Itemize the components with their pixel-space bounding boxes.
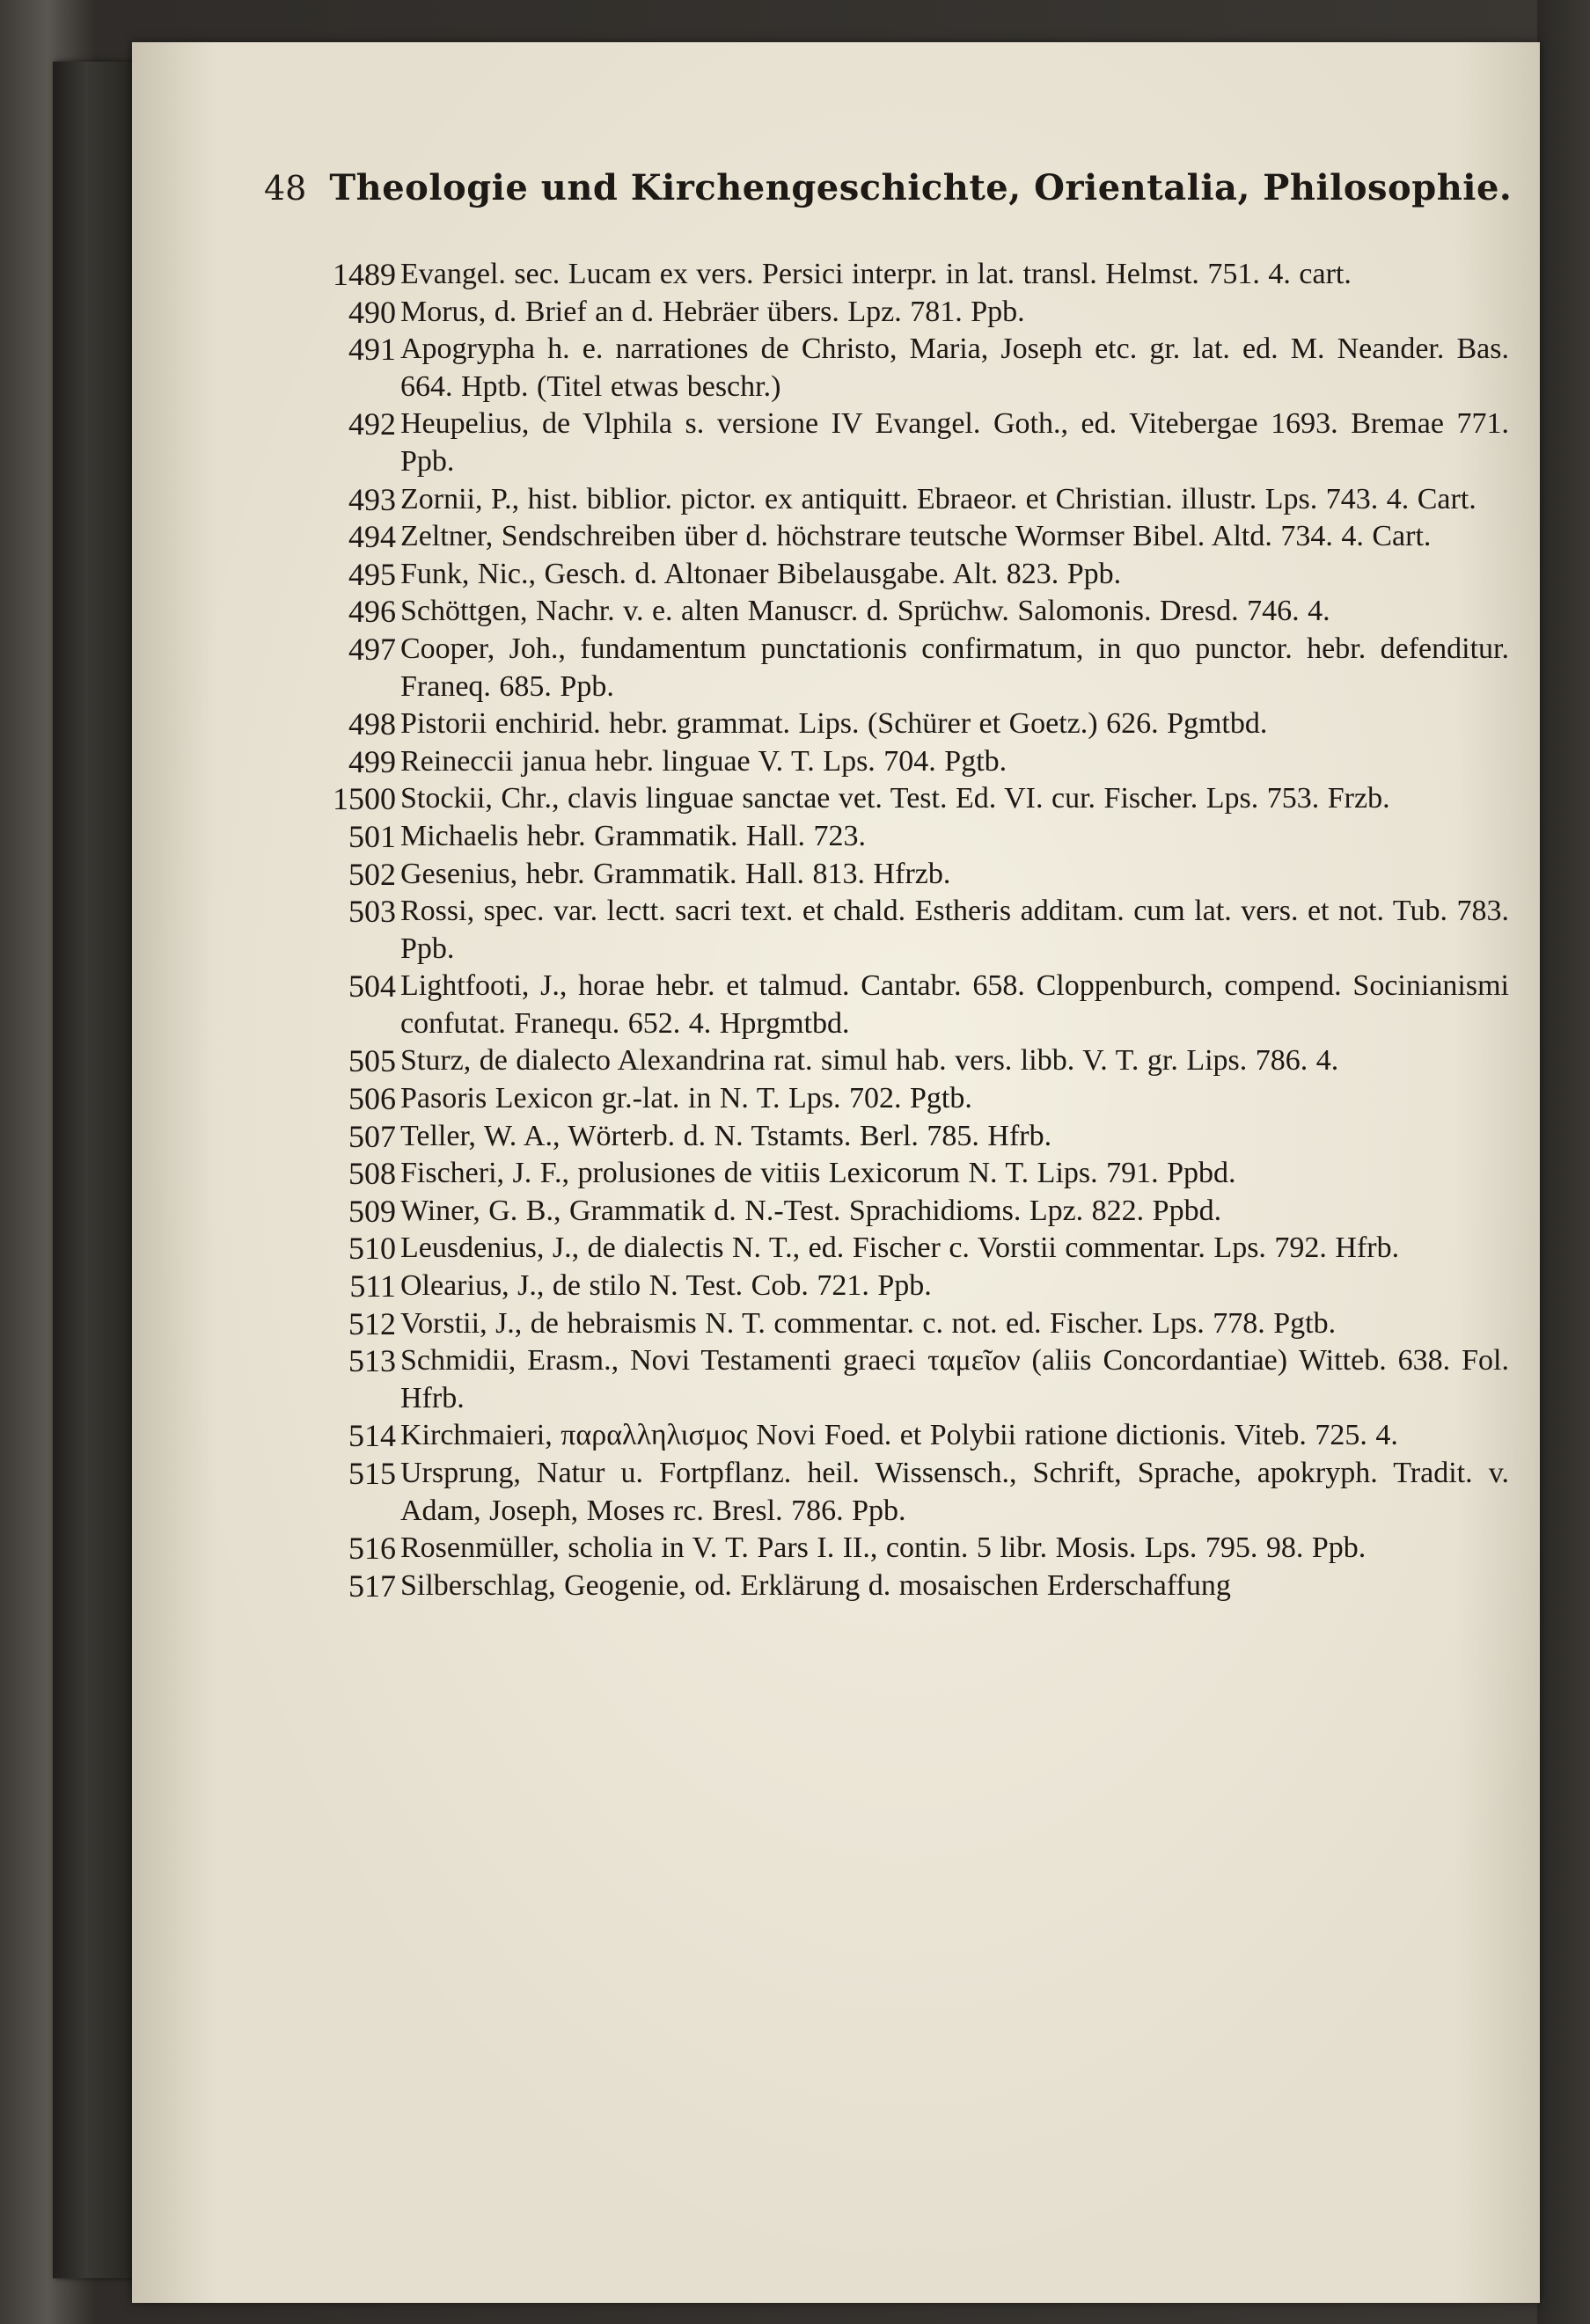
entry-text: Stockii, Chr., clavis linguae sanctae vet. Test. Ed. VI. cur. Fischer. Lps. 753. Frzb. (400, 782, 1390, 815)
entry-text: Teller, W. A., Wörterb. d. N. Tstamts. Berl. 785. Hfrb. (400, 1119, 1052, 1152)
entry-number: 517 (348, 1568, 396, 1604)
catalog-entry (348, 631, 1509, 705)
entry-number: 512 (348, 1305, 396, 1341)
catalog-entry (348, 893, 1509, 968)
entry-number: 516 (348, 1531, 396, 1567)
entry-text: Rosenmüller, scholia in V. T. Pars I. II., contin. 5 libr. Mosis. Lps. 795. 98. Ppb. (400, 1531, 1367, 1565)
entry-number: 509 (348, 1193, 396, 1229)
entry-number: 501 (348, 818, 396, 854)
catalog-entry (348, 818, 1509, 856)
entry-text: Silberschlag, Geogenie, od. Erklärung d. mosaischen Erderschaffung (400, 1568, 1231, 1602)
entry-text: Pasoris Lexicon gr.-lat. in N. T. Lps. 702. Pgtb. (400, 1082, 972, 1115)
catalog-entry (348, 1342, 1509, 1417)
entry-number: 490 (348, 294, 396, 330)
entry-number: 493 (348, 481, 396, 517)
catalog-entry (348, 294, 1509, 332)
scan-edge (1537, 0, 1590, 2324)
entry-text: Pistorii enchirid. hebr. grammat. Lips. (Schürer et Goetz.) 626. Pgmtbd. (400, 707, 1268, 741)
entry-text: Schöttgen, Nachr. v. e. alten Manuscr. d. Sprüchw. Salomonis. Dresd. 746. 4. (400, 595, 1330, 628)
entry-text: Lightfooti, J., horae hebr. et talmud. Cantabr. 658. Cloppenburch, compend. Socinianismi confutat. Franequ. 652. 4. Hprgmtbd. (400, 969, 1509, 1040)
catalog-entry (348, 556, 1509, 594)
entry-text: Reineccii janua hebr. linguae V. T. Lps. 704. Pgtb. (400, 744, 1007, 778)
entry-text: Zornii, P., hist. biblior. pictor. ex antiquitt. Ebraeor. et Christian. illustr. Lps. 743. 4. Cart. (400, 482, 1476, 515)
entry-text: Ursprung, Natur u. Fortpflanz. heil. Wissensch., Schrift, Sprache, apokryph. Tradit. v. Adam, Joseph, Moses rc. Bresl. 786. Ppb. (400, 1457, 1509, 1527)
catalog-entry (348, 968, 1509, 1042)
catalog-entry (348, 406, 1509, 480)
entry-text: Morus, d. Brief an d. Hebräer übers. Lpz. 781. Ppb. (400, 295, 1025, 328)
catalog-entry (348, 593, 1509, 631)
entry-text: Evangel. sec. Lucam ex vers. Persici interpr. in lat. transl. Helmst. 751. 4. cart. (400, 258, 1352, 290)
entry-text: Cooper, Joh., fundamentum punctationis confirmatum, in quo punctor. hebr. defenditur. Franeq. 685. Ppb. (400, 632, 1509, 703)
entry-number: 498 (348, 706, 396, 742)
entry-number: 492 (348, 406, 396, 442)
entry-number: 499 (348, 743, 396, 779)
catalog-entry (349, 1268, 1509, 1305)
running-title: Theologie und Kirchengeschichte, Orientalia, Philosophie. (329, 167, 1513, 208)
entry-number: 514 (348, 1418, 396, 1454)
catalog-entry (348, 1193, 1509, 1231)
catalog-entry (348, 1118, 1509, 1156)
catalog-entry (348, 1568, 1509, 1605)
entry-text: Michaelis hebr. Grammatik. Hall. 723. (400, 819, 866, 852)
entry-number: 1489 (333, 257, 396, 292)
entry-number: 495 (348, 556, 396, 592)
page-number: 48 (264, 169, 307, 208)
entry-number: 513 (348, 1343, 396, 1379)
catalog-entry (348, 518, 1509, 556)
catalog-entry (348, 743, 1509, 781)
entry-text: Funk, Nic., Gesch. d. Altonaer Bibelausgabe. Alt. 823. Ppb. (400, 557, 1122, 590)
entry-number: 491 (348, 332, 396, 368)
book-spine (53, 62, 136, 2278)
entry-number: 503 (348, 894, 396, 930)
catalog-entry (348, 1530, 1509, 1568)
entry-text: Rossi, spec. var. lectt. sacri text. et chald. Estheris additam. cum lat. vers. et not. Tub. 783. Ppb. (400, 895, 1509, 965)
entry-text: Winer, G. B., Grammatik d. N.-Test. Sprachidioms. Lpz. 822. Ppbd. (400, 1194, 1222, 1227)
entry-number: 502 (348, 856, 396, 892)
catalog-entry (348, 481, 1509, 519)
entry-number: 511 (349, 1268, 396, 1305)
entry-text: Zeltner, Sendschreiben über d. höchstrare teutsche Wormser Bibel. Altd. 734. 4. Cart. (400, 520, 1432, 553)
entry-text: Vorstii, J., de hebraismis N. T. commentar. c. not. ed. Fischer. Lps. 778. Pgtb. (400, 1306, 1337, 1340)
entry-number: 496 (348, 594, 396, 630)
catalog-entry (333, 256, 1509, 294)
catalog-entry (348, 331, 1509, 406)
catalog-entry (348, 1305, 1509, 1343)
catalog-entry (348, 1042, 1509, 1080)
entry-text: Kirchmaieri, παραλληλισμος Novi Foed. et Polybii ratione dictionis. Viteb. 725. 4. (400, 1419, 1398, 1452)
catalog-entry (348, 1080, 1509, 1118)
entry-number: 504 (348, 968, 396, 1005)
catalog-entry (348, 1155, 1509, 1193)
catalog-entries (333, 256, 1509, 1604)
entry-number: 494 (348, 519, 396, 555)
catalog-entry (333, 780, 1509, 818)
entry-number: 515 (348, 1456, 396, 1491)
entry-number: 1500 (333, 781, 396, 817)
catalog-entry (348, 1455, 1509, 1530)
entry-number: 497 (348, 631, 396, 667)
entry-text: Schmidii, Erasm., Novi Testamenti graeci ταμεῖον (aliis Concordantiae) Witteb. 638. Fol. Hfrb. (400, 1344, 1509, 1414)
catalog-entry (348, 1417, 1509, 1455)
entry-text: Gesenius, hebr. Grammatik. Hall. 813. Hfrzb. (400, 857, 951, 890)
catalog-entry (348, 856, 1509, 894)
entry-text: Olearius, J., de stilo N. Test. Cob. 721. Ppb. (400, 1269, 932, 1303)
catalog-entry (348, 1230, 1509, 1268)
entry-number: 510 (348, 1231, 396, 1267)
entry-text: Sturz, de dialecto Alexandrina rat. simul hab. vers. libb. V. T. gr. Lips. 786. 4. (400, 1044, 1339, 1078)
entry-text: Fischeri, J. F., prolusiones de vitiis Lexicorum N. T. Lips. 791. Ppbd. (400, 1157, 1236, 1190)
entry-text: Leusdenius, J., de dialectis N. T., ed. Fischer c. Vorstii commentar. Lps. 792. Hfrb. (400, 1231, 1400, 1265)
entry-number: 508 (348, 1156, 396, 1192)
page-header (264, 167, 1513, 208)
entry-number: 506 (348, 1081, 396, 1117)
catalog-entry (348, 705, 1509, 743)
entry-text: Heupelius, de Vlphila s. versione IV Evangel. Goth., ed. Vitebergae 1693. Bremae 771. Ppb. (400, 407, 1509, 478)
entry-text: Apogrypha h. e. narrationes de Christo, Maria, Joseph etc. gr. lat. ed. M. Neander. Bas. 664. Hptb. (Titel etwas beschr.) (400, 333, 1509, 403)
entry-number: 507 (348, 1118, 396, 1154)
entry-number: 505 (348, 1043, 396, 1079)
